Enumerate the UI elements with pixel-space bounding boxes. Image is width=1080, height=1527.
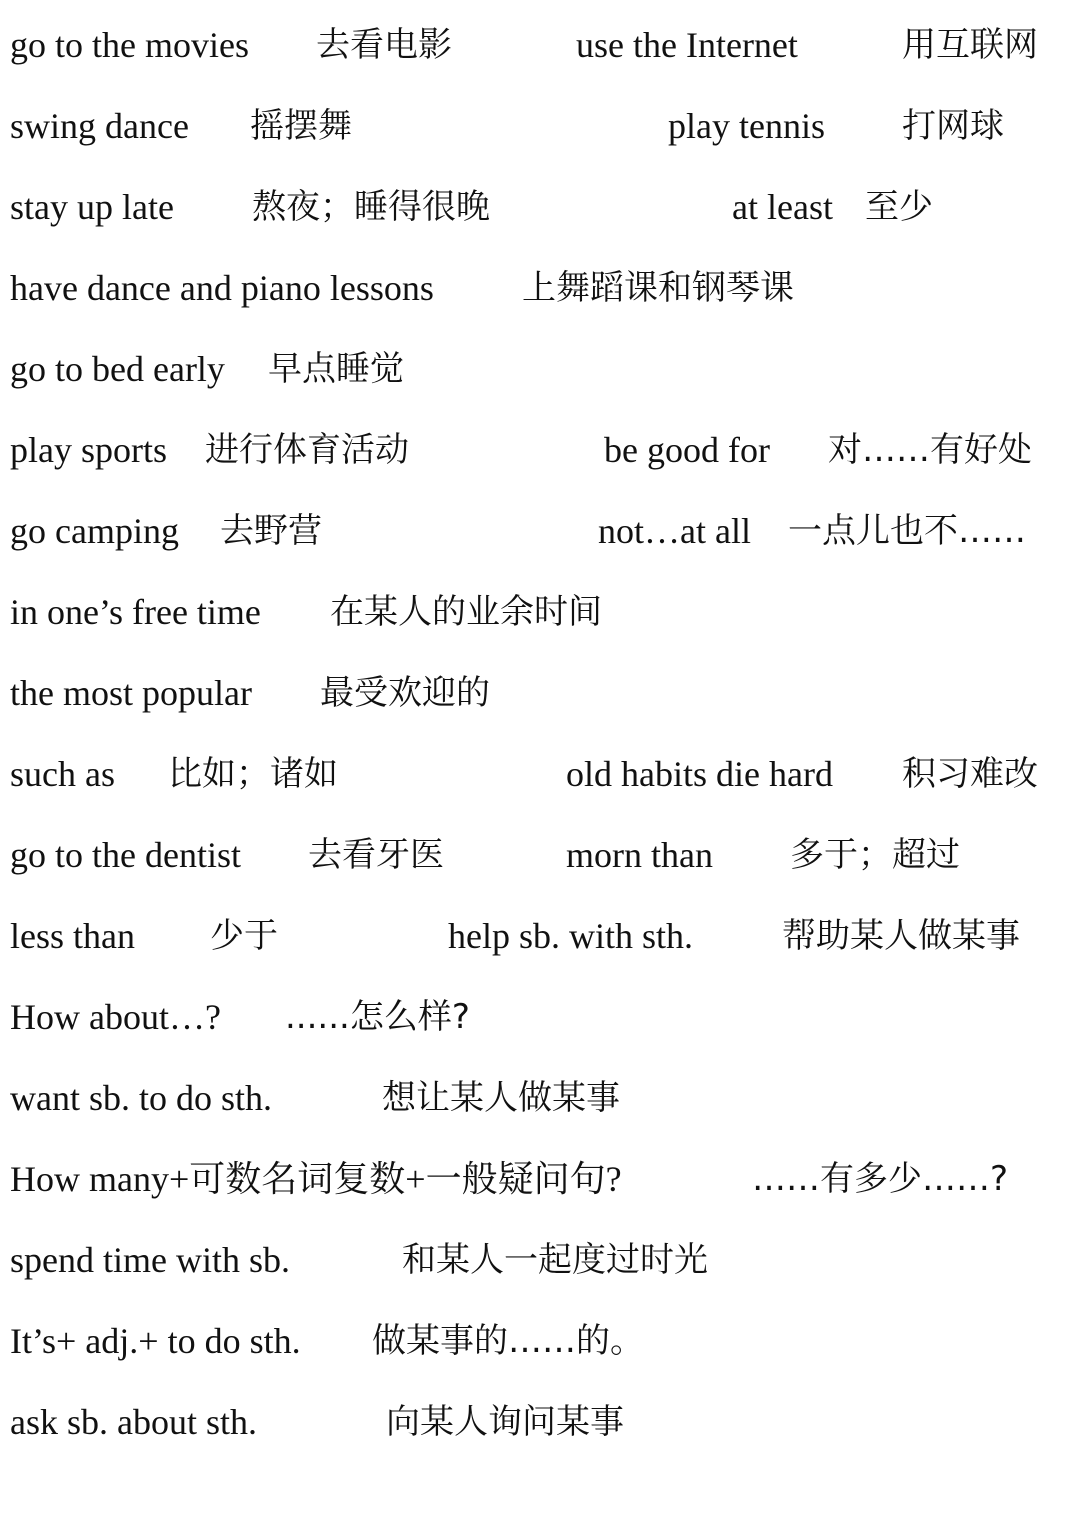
chinese-meaning: ......怎么样? <box>285 997 470 1037</box>
phrase-row <box>0 582 1080 642</box>
phrase-row <box>0 258 1080 318</box>
chinese-meaning: 多于；超过 <box>790 835 960 875</box>
chinese-meaning: 打网球 <box>902 106 1004 146</box>
phrase-row <box>0 1230 1080 1290</box>
english-phrase: It’s+ adj.+ to do sth. <box>10 1321 301 1361</box>
english-phrase: How about…? <box>10 997 221 1037</box>
chinese-meaning: 进行体育活动 <box>205 430 409 470</box>
phrase-row <box>0 96 1080 156</box>
english-phrase: not…at all <box>598 511 751 551</box>
chinese-meaning: 想让某人做某事 <box>382 1078 620 1118</box>
phrase-row <box>0 1149 1080 1209</box>
chinese-meaning: 熬夜；睡得很晚 <box>252 187 490 227</box>
english-phrase: go to bed early <box>10 349 225 389</box>
english-phrase: the most popular <box>10 673 252 713</box>
chinese-meaning: 至少 <box>865 187 933 227</box>
phrase-row <box>0 15 1080 75</box>
chinese-meaning: 去看牙医 <box>308 835 444 875</box>
english-phrase: such as <box>10 754 115 794</box>
english-phrase: play sports <box>10 430 167 470</box>
phrase-row <box>0 987 1080 1047</box>
chinese-meaning: 比如；诸如 <box>168 754 338 794</box>
phrase-row <box>0 1068 1080 1128</box>
english-phrase: stay up late <box>10 187 174 227</box>
english-phrase: How many+可数名词复数+一般疑问句? <box>10 1159 622 1199</box>
english-phrase: be good for <box>604 430 770 470</box>
chinese-meaning: 去野营 <box>220 511 322 551</box>
english-phrase: ask sb. about sth. <box>10 1402 257 1442</box>
chinese-meaning: 上舞蹈课和钢琴课 <box>522 268 794 308</box>
english-phrase: go camping <box>10 511 179 551</box>
english-phrase: want sb. to do sth. <box>10 1078 273 1118</box>
english-phrase: at least <box>732 187 833 227</box>
chinese-meaning: 向某人询问某事 <box>386 1402 624 1442</box>
chinese-meaning: 少于 <box>210 916 278 956</box>
phrase-row <box>0 339 1080 399</box>
phrase-row <box>0 663 1080 723</box>
chinese-meaning: 早点睡觉 <box>268 349 404 389</box>
phrase-row <box>0 1311 1080 1371</box>
phrase-row <box>0 825 1080 885</box>
english-phrase: old habits die hard <box>566 754 833 794</box>
phrase-row <box>0 177 1080 237</box>
chinese-meaning: 一点儿也不…… <box>788 511 1026 551</box>
english-phrase: help sb. with sth. <box>448 916 694 956</box>
english-phrase: use the Internet <box>576 25 798 65</box>
chinese-meaning: 在某人的业余时间 <box>330 592 602 632</box>
english-phrase: spend time with sb. <box>10 1240 290 1280</box>
chinese-meaning: ……有多少……? <box>752 1159 1009 1199</box>
chinese-meaning: 帮助某人做某事 <box>782 916 1020 956</box>
phrase-row <box>0 501 1080 561</box>
english-phrase: swing dance <box>10 106 189 146</box>
phrase-row <box>0 744 1080 804</box>
chinese-meaning: 摇摆舞 <box>250 106 352 146</box>
chinese-meaning: 用互联网 <box>902 25 1038 65</box>
chinese-meaning: 做某事的……的。 <box>372 1321 644 1361</box>
chinese-meaning: 最受欢迎的 <box>320 673 490 713</box>
english-phrase: in one’s free time <box>10 592 261 632</box>
chinese-meaning: 去看电影 <box>316 25 452 65</box>
english-phrase: less than <box>10 916 135 956</box>
english-phrase: play tennis <box>668 106 825 146</box>
english-phrase: go to the movies <box>10 25 249 65</box>
english-phrase: morn than <box>566 835 713 875</box>
chinese-meaning: 积习难改 <box>902 754 1038 794</box>
chinese-meaning: 对……有好处 <box>828 430 1032 470</box>
phrase-row <box>0 1392 1080 1452</box>
phrase-row <box>0 420 1080 480</box>
chinese-meaning: 和某人一起度过时光 <box>402 1240 708 1280</box>
phrase-row <box>0 906 1080 966</box>
english-phrase: go to the dentist <box>10 835 241 875</box>
english-phrase: have dance and piano lessons <box>10 268 434 308</box>
